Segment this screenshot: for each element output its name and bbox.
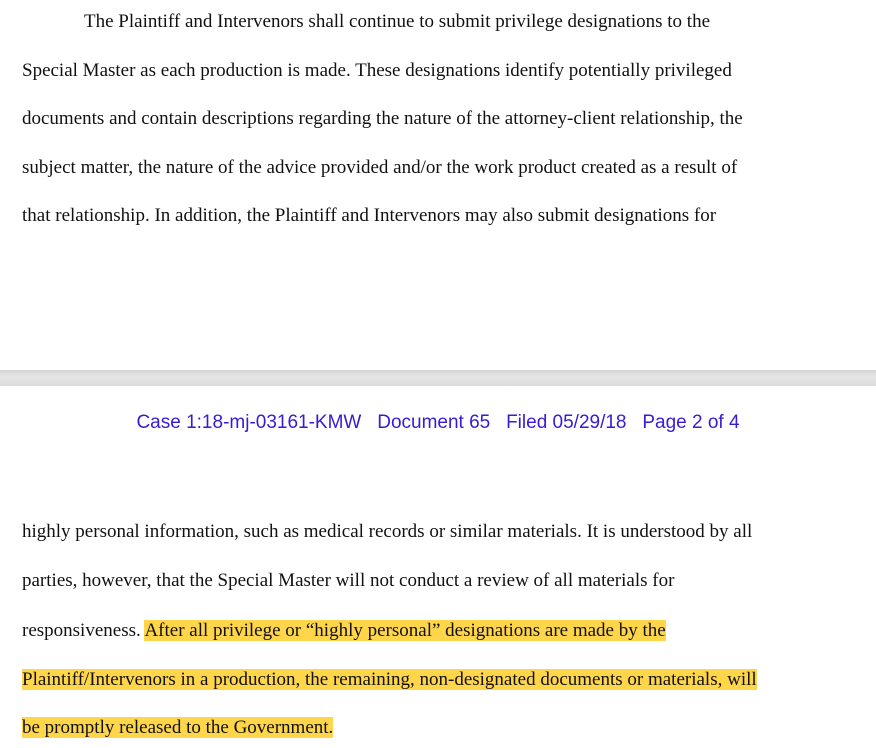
paragraph-line-3: documents and contain descriptions regarding the nature of the attorney-client relationship, the	[22, 108, 743, 129]
highlighted-text-segment: Plaintiff/Intervenors in a production, the remaining, non-designated documents or materials, will	[22, 669, 757, 690]
plain-text-segment: responsiveness.	[22, 620, 145, 641]
page-indicator: Page 2 of 4	[642, 412, 740, 433]
paragraph-line-10	[22, 716, 333, 740]
highlighted-text-segment: be promptly released to the Government.	[22, 717, 334, 738]
paragraph-line-8	[22, 619, 666, 643]
case-number: Case 1:18-mj-03161-KMW	[136, 412, 362, 433]
document-page-bottom	[0, 386, 876, 748]
filed-date: Filed 05/29/18	[506, 412, 627, 433]
document-page-top	[0, 0, 876, 370]
paragraph-line-4: subject matter, the nature of the advice provided and/or the work product created as a result of	[22, 157, 738, 178]
case-header	[0, 410, 876, 436]
paragraph-line-5: that relationship. In addition, the Plaintiff and Intervenors may also submit designations for	[22, 205, 717, 226]
paragraph-line-7: parties, however, that the Special Master will not conduct a review of all materials for	[22, 570, 675, 591]
paragraph-line-2: Special Master as each production is made. These designations identify potentially privileged	[22, 60, 732, 81]
page-separator	[0, 370, 876, 386]
highlighted-text-segment: After all privilege or “highly personal” designations are made by the	[144, 620, 666, 641]
paragraph-line-1: The Plaintiff and Intervenors shall continue to submit privilege designations to the	[84, 11, 710, 32]
document-number: Document 65	[377, 412, 491, 433]
paragraph-line-6: highly personal information, such as medical records or similar materials. It is understood by all	[22, 521, 753, 542]
paragraph-line-9	[22, 668, 757, 692]
